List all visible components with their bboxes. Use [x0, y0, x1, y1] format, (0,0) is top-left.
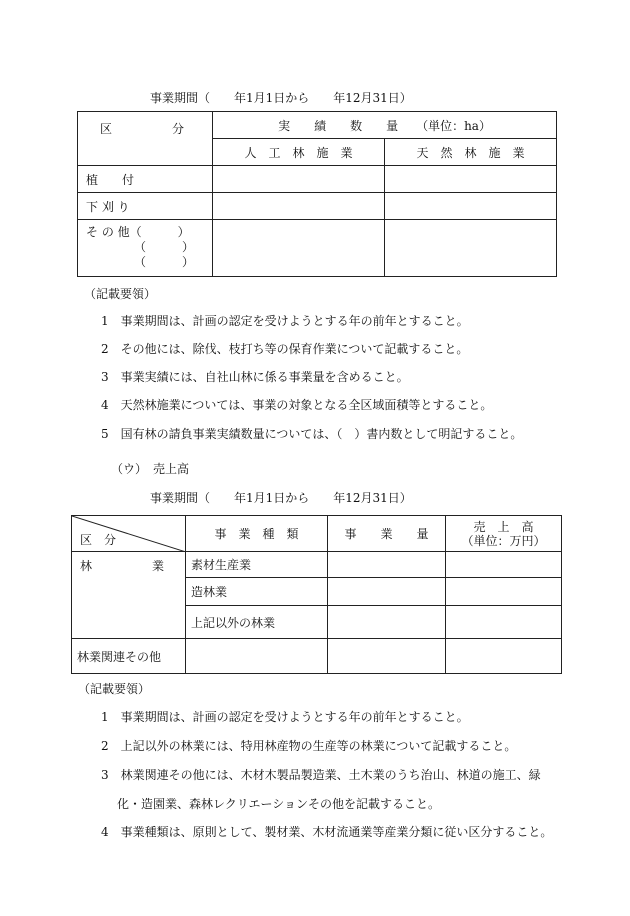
note-1-2: 2 その他には、除伐、枝打ち等の保育作業について記載すること。	[101, 342, 469, 356]
cell-timber-amount[interactable]	[328, 552, 446, 578]
type-timber: 素材生産業	[186, 552, 328, 578]
note-2-4: 4 事業種類は、原則として、製材業、木材流通業等産業分類に従い区分すること。	[101, 825, 553, 839]
diagonal-line	[72, 516, 186, 552]
cell-other-forestry-sales[interactable]	[446, 606, 562, 639]
header-category-diag-cell	[72, 516, 186, 552]
note-2-3: 3 林業関連その他には、木材木製品製造業、土木業のうち治山、林道の施工、緑	[101, 768, 541, 782]
cell-planting-artificial[interactable]	[213, 166, 385, 193]
cell-afforestation-amount[interactable]	[328, 578, 446, 606]
note-1-1: 1 事業期間は、計画の認定を受けようとする年の前年とすること。	[101, 314, 469, 328]
header-natural: 天 然 林 施 業	[385, 139, 557, 166]
header-sales	[446, 516, 562, 552]
other-line-2: （ ）	[134, 240, 195, 254]
header-category-2: 区 分	[80, 533, 117, 547]
cell-other-artificial[interactable]	[213, 220, 385, 277]
note-2-1: 1 事業期間は、計画の認定を受けようとする年の前年とすること。	[101, 710, 469, 724]
header-artificial: 人 工 林 施 業	[213, 139, 385, 166]
cell-other-natural[interactable]	[385, 220, 557, 277]
header-sales-line2: （単位：万円）	[461, 533, 546, 548]
cell-planting-natural[interactable]	[385, 166, 557, 193]
notes-title-2: （記載要領）	[78, 682, 151, 696]
row-label-weeding: 下 刈 り	[78, 193, 213, 220]
cell-related-amount[interactable]	[328, 639, 446, 674]
note-2-2: 2 上記以外の林業には、特用林産物の生産等の林業について記載すること。	[101, 739, 517, 753]
forestry-label-cell	[72, 552, 186, 639]
period-line-1: 事業期間（ 年1月1日から 年12月31日）	[150, 91, 412, 105]
cell-related-sales[interactable]	[446, 639, 562, 674]
cell-other-forestry-amount[interactable]	[328, 606, 446, 639]
forestry-label: 林 業	[80, 559, 165, 573]
row-label-other	[78, 220, 213, 277]
note-1-3: 3 事業実績には、自社山林に係る事業量を含めること。	[101, 370, 409, 384]
note-1-4: 4 天然林施業については、事業の対象となる全区域面積等とすること。	[101, 398, 493, 412]
header-sales-line1: 売 上 高	[473, 519, 534, 534]
cell-afforestation-sales[interactable]	[446, 578, 562, 606]
type-afforestation: 造林業	[186, 578, 328, 606]
cell-weeding-natural[interactable]	[385, 193, 557, 220]
header-category: 区 分	[100, 122, 185, 136]
period-line-2: 事業期間（ 年1月1日から 年12月31日）	[150, 491, 412, 505]
notes-title-1: （記載要領）	[84, 287, 157, 301]
other-line-1: そ の 他（ ）	[86, 225, 190, 239]
note-2-3-cont: 化・造園業、森林レクリエーションその他を記載すること。	[117, 797, 441, 811]
header-results: 実 績 数 量 （単位：ha）	[213, 112, 557, 139]
related-label: 林業関連その他	[72, 639, 186, 674]
sales-table	[71, 515, 562, 674]
results-table	[77, 111, 557, 277]
cell-related-type[interactable]	[186, 639, 328, 674]
row-label-planting: 植 付	[78, 166, 213, 193]
other-line-3: （ ）	[134, 255, 195, 269]
cell-timber-sales[interactable]	[446, 552, 562, 578]
type-other-forestry: 上記以外の林業	[186, 606, 328, 639]
header-amount: 事 業 量	[328, 516, 446, 552]
section-heading-sales: （ウ） 売上高	[111, 462, 190, 476]
cell-weeding-artificial[interactable]	[213, 193, 385, 220]
header-category-cell	[78, 112, 213, 166]
header-type: 事 業 種 類	[186, 516, 328, 552]
note-1-5: 5 国有林の請負事業実績数量については、（ ）書内数として明記すること。	[101, 427, 523, 441]
